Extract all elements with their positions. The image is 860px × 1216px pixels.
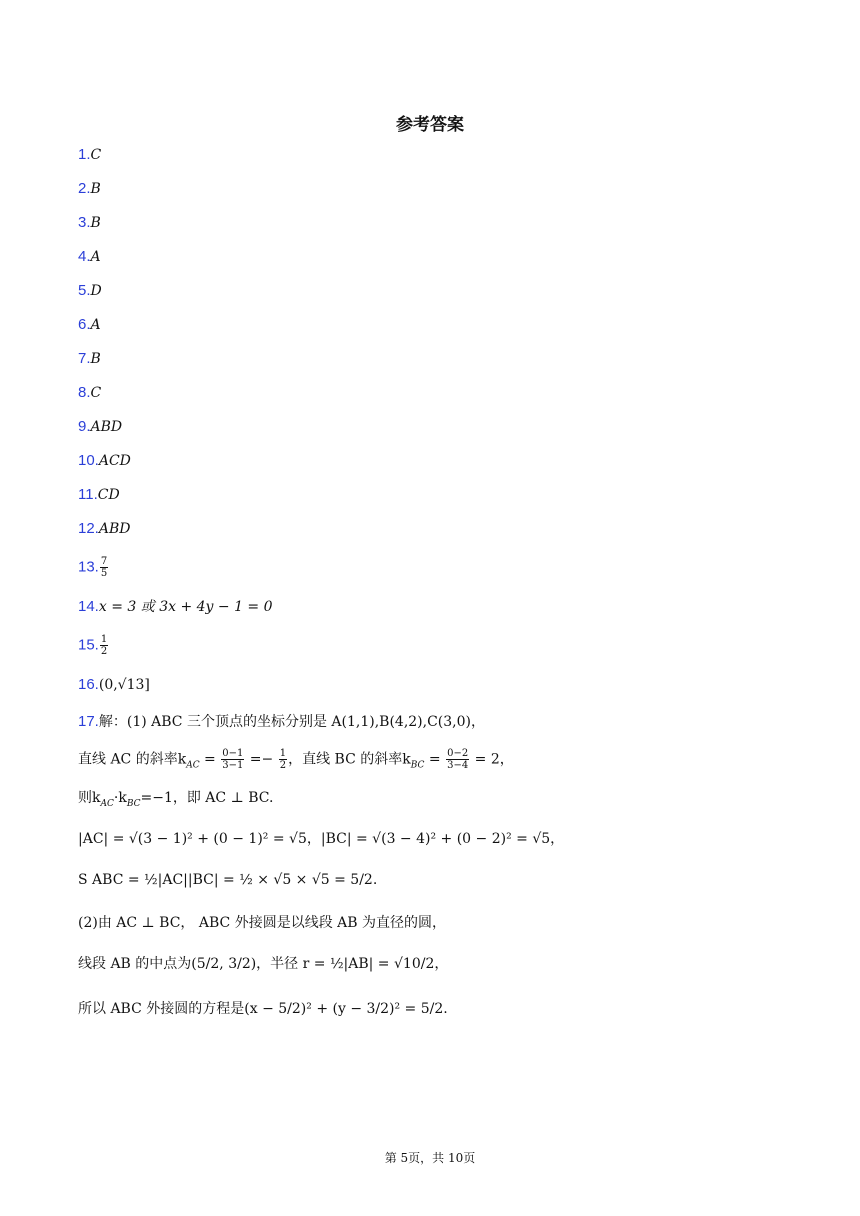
answer-2	[78, 180, 101, 197]
answer-value: B	[90, 181, 101, 197]
answer-value: B	[90, 351, 101, 367]
answer-8	[78, 384, 101, 401]
answer-12	[78, 520, 130, 537]
slope-ac-label: 直线 AC 的斜率k	[78, 751, 187, 768]
answer-number: 3.	[78, 214, 91, 231]
answer-number: 14.	[78, 598, 99, 615]
answer-number: 16.	[78, 676, 99, 693]
answer-value: C	[90, 385, 102, 401]
denominator: 5	[100, 568, 108, 579]
solution-line-5: S ABC = ½|AC||BC| = ½ × √5 × √5 = 5/2.	[78, 872, 378, 888]
answer-value: D	[90, 283, 102, 299]
answer-text: x = 3 或 3x + 4y − 1 = 0	[98, 599, 273, 615]
slope-bc-label: 直线 BC 的斜率k	[302, 751, 411, 768]
solution-text: =−1，即 AC ⊥ BC.	[140, 790, 274, 806]
solution-line-3: 则$k_{AC}\cdot k_{BC}=-1$，即 AC ⊥ BC.	[78, 790, 274, 809]
answer-number: 15.	[78, 636, 99, 654]
solution-text: 则k	[78, 790, 101, 806]
answer-13	[78, 556, 109, 579]
numerator: 1	[100, 634, 108, 645]
answer-10	[78, 452, 131, 469]
solution-line-6: (2)由 AC ⊥ BC， ABC 外接圆是以线段 AB 为直径的圆，	[78, 915, 446, 931]
answer-value: A	[90, 317, 101, 333]
answer-number: 12.	[78, 520, 99, 537]
answer-14	[78, 596, 273, 616]
answer-value: CD	[97, 487, 120, 503]
answer-4	[78, 248, 101, 265]
answer-number: 6.	[78, 316, 91, 333]
answer-number: 9.	[78, 418, 91, 435]
answer-1	[78, 146, 101, 163]
answer-text: (0,√13]	[98, 677, 150, 693]
answer-16	[78, 676, 150, 693]
solution-line-8: 所以 ABC 外接圆的方程是(x − 5/2)² + (y − 3/2)² = 5/2.	[78, 1001, 448, 1017]
solution-text: 解：(1) ABC 三个顶点的坐标分别是 A(1,1),B(4,2),C(3,0)，	[98, 714, 485, 730]
answer-number: 7.	[78, 350, 91, 367]
answer-number: 11.	[78, 486, 98, 503]
answer-3	[78, 214, 101, 231]
answer-11	[78, 486, 120, 503]
answer-6	[78, 316, 101, 333]
answer-number: 13.	[78, 558, 99, 576]
answer-value: ACD	[98, 453, 131, 469]
answer-number: 4.	[78, 248, 91, 265]
answer-value: ABD	[90, 419, 123, 435]
answer-15	[78, 634, 109, 657]
solution-line-1	[78, 711, 485, 731]
answer-number: 17.	[78, 713, 99, 730]
page-title: 参考答案	[396, 115, 464, 135]
answer-number: 8.	[78, 384, 91, 401]
answer-value: ABD	[98, 521, 131, 537]
answer-7	[78, 350, 101, 367]
solution-text: ·k	[113, 790, 127, 806]
answer-9	[78, 418, 122, 435]
answer-number: 1.	[78, 146, 91, 163]
answer-value: B	[90, 215, 101, 231]
answer-number: 2.	[78, 180, 91, 197]
solution-line-7: 线段 AB 的中点为(5/2, 3/2)，半径 r = ½|AB| = √10/2，	[78, 956, 449, 972]
solution-line-2: 直线 AC 的斜率$k_{AC}$ = $\frac{0-1}{3-1}$ =− $\frac{1}{2}$ ，直线 BC 的斜率$k_{BC}$ = $\frac{0-2}{3-4}$ = 2，	[78, 748, 514, 771]
answer-5	[78, 282, 102, 299]
denominator: 2	[100, 646, 108, 657]
numerator: 7	[100, 556, 108, 567]
answer-number: 5.	[78, 282, 91, 299]
answer-value: C	[90, 147, 102, 163]
answer-number: 10.	[78, 452, 99, 469]
solution-line-4: |AC| = √(3 − 1)² + (0 − 1)² = √5，|BC| = √(3 − 4)² + (0 − 2)² = √5，	[78, 831, 565, 847]
answer-value: A	[90, 249, 101, 265]
page-footer: 第 5页，共 10页	[384, 1151, 476, 1165]
